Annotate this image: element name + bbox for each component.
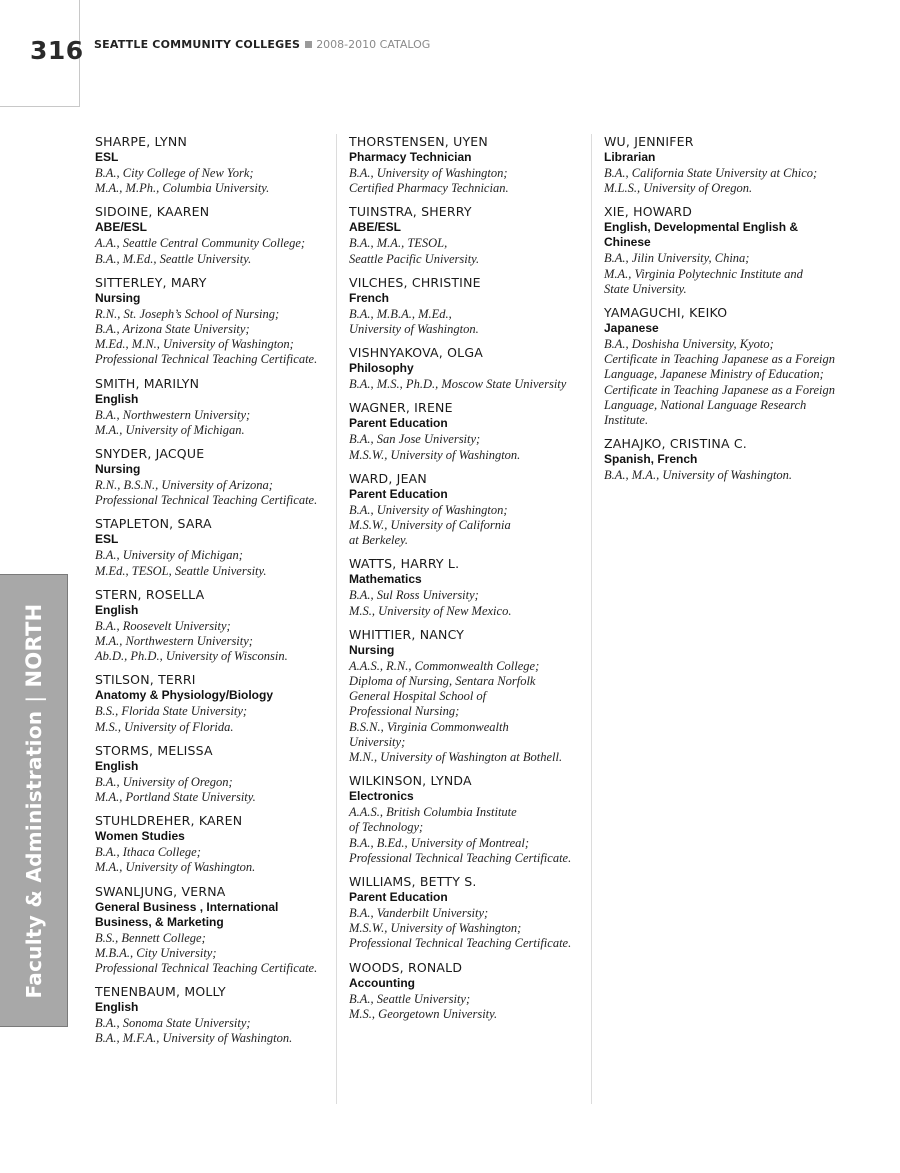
credential-line: M.A., University of Washington. bbox=[95, 860, 256, 875]
credential-line: B.A., Doshisha University, Kyoto; bbox=[604, 337, 774, 352]
faculty-department: ABE/ESL bbox=[349, 220, 402, 235]
faculty-name: XIE, HOWARD bbox=[604, 204, 693, 220]
faculty-department: Parent Education bbox=[349, 890, 448, 905]
faculty-department: General Business , International bbox=[95, 899, 279, 914]
credential-line: B.A., University of Oregon; bbox=[95, 774, 233, 789]
faculty-entry bbox=[95, 984, 335, 1046]
credential-line: M.S.W., University of Washington; bbox=[349, 921, 522, 936]
credential-line: R.N., St. Joseph’s School of Nursing; bbox=[95, 306, 280, 321]
credential-line: University of Washington. bbox=[349, 322, 479, 337]
faculty-name: VILCHES, CHRISTINE bbox=[349, 274, 481, 290]
credential-line: M.A., Portland State University. bbox=[95, 790, 256, 805]
faculty-name: VISHNYAKOVA, OLGA bbox=[349, 345, 483, 361]
faculty-entry bbox=[349, 874, 589, 952]
faculty-name: WILKINSON, LYNDA bbox=[349, 773, 472, 789]
faculty-name: STAPLETON, SARA bbox=[95, 516, 212, 532]
credential-line: M.S.W., University of California bbox=[349, 518, 511, 533]
faculty-department: Accounting bbox=[349, 975, 415, 990]
faculty-entry bbox=[349, 134, 589, 196]
page-number: 316 bbox=[30, 36, 84, 65]
credential-line: B.A., Sonoma State University; bbox=[95, 1016, 251, 1031]
faculty-name: SMITH, MARILYN bbox=[95, 375, 200, 391]
faculty-credentials bbox=[349, 659, 589, 765]
faculty-entry bbox=[349, 275, 589, 337]
credential-line: B.A., M.S., Ph.D., Moscow State University bbox=[349, 377, 567, 392]
credential-line: Institute. bbox=[604, 413, 649, 428]
credential-line: M.S., Georgetown University. bbox=[349, 1006, 498, 1021]
faculty-department: English bbox=[95, 602, 139, 617]
faculty-name: STERN, ROSELLA bbox=[95, 586, 205, 602]
credential-line: Professional Technical Teaching Certificate. bbox=[95, 961, 318, 976]
faculty-entry bbox=[349, 345, 589, 392]
page-number-box bbox=[0, 0, 84, 107]
section-title: Faculty & Administration bbox=[22, 710, 46, 999]
faculty-entry bbox=[95, 884, 335, 977]
faculty-name: WATTS, HARRY L. bbox=[349, 556, 460, 572]
credential-line: Certificate in Teaching Japanese as a Foreign bbox=[604, 352, 835, 367]
credential-line: Ab.D., Ph.D., University of Wisconsin. bbox=[95, 649, 288, 664]
credential-line: Professional Technical Teaching Certificate. bbox=[349, 850, 572, 865]
faculty-name: SNYDER, JACQUE bbox=[95, 446, 205, 462]
faculty-credentials bbox=[349, 992, 589, 1022]
credential-line: B.S.N., Virginia Commonwealth bbox=[349, 719, 509, 734]
running-header bbox=[94, 38, 430, 51]
faculty-department: Japanese bbox=[604, 321, 659, 336]
faculty-name: WU, JENNIFER bbox=[604, 134, 694, 149]
faculty-credentials bbox=[349, 432, 589, 462]
faculty-credentials bbox=[604, 468, 844, 483]
credential-line: Language, Japanese Ministry of Education; bbox=[604, 367, 824, 382]
faculty-entry bbox=[95, 376, 335, 438]
credential-line: B.A., Northwestern University; bbox=[95, 407, 251, 422]
credential-line: B.A., Jilin University, China; bbox=[604, 251, 750, 266]
credential-line: B.A., M.A., TESOL, bbox=[349, 236, 448, 251]
credential-line: B.S., Bennett College; bbox=[95, 930, 206, 945]
faculty-department: Pharmacy Technician bbox=[349, 150, 472, 164]
credential-line: Seattle Pacific University. bbox=[349, 251, 480, 266]
faculty-entry bbox=[349, 773, 589, 866]
faculty-credentials bbox=[95, 166, 335, 196]
faculty-entry bbox=[95, 743, 335, 805]
faculty-entry bbox=[95, 204, 335, 266]
credential-line: Professional Nursing; bbox=[349, 704, 460, 719]
campus-region: NORTH bbox=[22, 603, 46, 688]
faculty-department: Nursing bbox=[95, 290, 141, 305]
faculty-credentials bbox=[349, 805, 589, 866]
credential-line: B.A., University of Washington; bbox=[349, 166, 508, 180]
faculty-entry bbox=[604, 204, 844, 297]
credential-line: B.A., University of Michigan; bbox=[95, 548, 243, 563]
credential-line: B.A., M.B.A., M.Ed., bbox=[349, 306, 452, 321]
faculty-department: Parent Education bbox=[349, 486, 448, 501]
faculty-entry bbox=[349, 556, 589, 618]
faculty-entry bbox=[349, 627, 589, 765]
column-divider bbox=[591, 134, 592, 1104]
faculty-entry bbox=[95, 446, 335, 508]
faculty-entry bbox=[95, 672, 335, 734]
faculty-entry bbox=[349, 204, 589, 266]
faculty-entry bbox=[95, 587, 335, 665]
faculty-column-3 bbox=[604, 134, 844, 491]
faculty-name: TUINSTRA, SHERRY bbox=[349, 204, 472, 220]
faculty-credentials bbox=[349, 236, 589, 266]
faculty-credentials bbox=[95, 408, 335, 438]
credential-line: B.A., Seattle University; bbox=[349, 991, 471, 1006]
credential-line: M.Ed., M.N., University of Washington; bbox=[95, 337, 294, 352]
faculty-name: WOODS, RONALD bbox=[349, 959, 463, 975]
column-divider bbox=[336, 134, 337, 1104]
faculty-name: WARD, JEAN bbox=[349, 470, 427, 486]
faculty-credentials bbox=[95, 548, 335, 578]
faculty-credentials bbox=[95, 704, 335, 734]
faculty-department: ESL bbox=[95, 150, 119, 164]
faculty-name: STILSON, TERRI bbox=[95, 672, 196, 688]
faculty-credentials bbox=[95, 931, 335, 977]
faculty-department: Anatomy & Physiology/Biology bbox=[95, 688, 274, 703]
faculty-department: French bbox=[349, 290, 390, 305]
faculty-entry bbox=[349, 471, 589, 549]
faculty-department: English bbox=[95, 391, 139, 406]
faculty-name: SIDOINE, KAAREN bbox=[95, 204, 210, 220]
faculty-credentials bbox=[95, 307, 335, 368]
faculty-name: WILLIAMS, BETTY S. bbox=[349, 874, 477, 890]
faculty-department: English bbox=[95, 1000, 139, 1015]
faculty-entry bbox=[95, 275, 335, 368]
faculty-credentials bbox=[95, 845, 335, 875]
faculty-credentials bbox=[349, 588, 589, 618]
faculty-name: WAGNER, IRENE bbox=[349, 400, 453, 416]
credential-line: B.A., California State University at Chico; bbox=[604, 166, 818, 180]
credential-line: M.A., M.Ph., Columbia University. bbox=[95, 181, 270, 196]
faculty-entry bbox=[349, 960, 589, 1022]
credential-line: M.S., University of Florida. bbox=[95, 719, 234, 734]
credential-line: A.A.S., British Columbia Institute bbox=[349, 805, 517, 820]
faculty-name: YAMAGUCHI, KEIKO bbox=[604, 305, 728, 321]
credential-line: B.A., San Jose University; bbox=[349, 432, 481, 447]
faculty-credentials bbox=[349, 906, 589, 952]
section-side-tab bbox=[0, 574, 68, 1027]
catalog-years: 2008-2010 CATALOG bbox=[316, 38, 431, 51]
faculty-credentials bbox=[95, 775, 335, 805]
credential-line: R.N., B.S.N., University of Arizona; bbox=[95, 478, 273, 493]
faculty-department: English, Developmental English & Chinese bbox=[604, 220, 799, 250]
credential-line: State University. bbox=[604, 281, 687, 296]
faculty-entry bbox=[95, 134, 335, 196]
credential-line: A.A.S., R.N., Commonwealth College; bbox=[349, 658, 540, 673]
faculty-credentials bbox=[349, 166, 589, 196]
credential-line: Certificate in Teaching Japanese as a Foreign bbox=[604, 382, 835, 397]
credential-line: B.A., University of Washington; bbox=[349, 502, 508, 517]
faculty-department: Spanish, French bbox=[604, 452, 698, 467]
faculty-name: SHARPE, LYNN bbox=[95, 134, 187, 149]
faculty-credentials bbox=[349, 307, 589, 337]
faculty-name: SITTERLEY, MARY bbox=[95, 274, 207, 290]
credential-line: B.A., M.F.A., University of Washington. bbox=[95, 1031, 293, 1046]
faculty-department: English bbox=[95, 758, 139, 773]
faculty-entry bbox=[95, 516, 335, 578]
credential-line: B.A., Vanderbilt University; bbox=[349, 906, 489, 921]
credential-line: B.S., Florida State University; bbox=[95, 704, 248, 719]
credential-line: M.A., Virginia Polytechnic Institute and bbox=[604, 266, 803, 281]
faculty-name: THORSTENSEN, UYEN bbox=[349, 134, 488, 149]
faculty-department: Nursing bbox=[349, 642, 395, 657]
faculty-entry bbox=[604, 134, 844, 196]
faculty-credentials bbox=[95, 619, 335, 665]
credential-line: Professional Technical Teaching Certificate. bbox=[95, 352, 318, 367]
credential-line: B.A., B.Ed., University of Montreal; bbox=[349, 835, 530, 850]
faculty-credentials bbox=[604, 166, 844, 196]
credential-line: at Berkeley. bbox=[349, 533, 408, 548]
credential-line: M.N., University of Washington at Bothell. bbox=[349, 750, 563, 765]
faculty-department: Women Studies bbox=[95, 829, 185, 844]
faculty-credentials bbox=[604, 337, 844, 428]
faculty-name: WHITTIER, NANCY bbox=[349, 626, 465, 642]
credential-line: B.A., City College of New York; bbox=[95, 166, 254, 180]
faculty-credentials bbox=[95, 236, 335, 266]
credential-line: M.S., University of New Mexico. bbox=[349, 603, 512, 618]
credential-line: General Hospital School of bbox=[349, 689, 487, 704]
faculty-department: ESL bbox=[95, 532, 119, 547]
credential-line: of Technology; bbox=[349, 820, 424, 835]
credential-line: M.Ed., TESOL, Seattle University. bbox=[95, 563, 267, 578]
faculty-department: ABE/ESL bbox=[95, 220, 148, 235]
faculty-name: ZAHAJKO, CRISTINA C. bbox=[604, 436, 747, 452]
faculty-credentials bbox=[604, 251, 844, 297]
credential-line: B.A., Arizona State University; bbox=[95, 322, 250, 337]
credential-line: B.A., Roosevelt University; bbox=[95, 618, 231, 633]
credential-line: A.A., Seattle Central Community College; bbox=[95, 236, 306, 251]
faculty-credentials bbox=[349, 503, 589, 549]
faculty-department: Parent Education bbox=[349, 416, 448, 431]
faculty-column-2 bbox=[349, 134, 589, 1030]
faculty-entry bbox=[349, 400, 589, 462]
credential-line: M.L.S., University of Oregon. bbox=[604, 181, 753, 196]
credential-line: Professional Technical Teaching Certificate. bbox=[95, 493, 318, 508]
faculty-department: Philosophy bbox=[349, 361, 414, 376]
side-tab-separator: | bbox=[22, 695, 46, 703]
credential-line: B.A., M.Ed., Seattle University. bbox=[95, 251, 252, 266]
credential-line: Diploma of Nursing, Sentara Norfolk bbox=[349, 674, 536, 689]
faculty-entry bbox=[604, 436, 844, 483]
credential-line: M.A., University of Michigan. bbox=[95, 422, 245, 437]
faculty-column-1 bbox=[95, 134, 335, 1055]
faculty-department: Electronics bbox=[349, 789, 414, 804]
credential-line: B.A., M.A., University of Washington. bbox=[604, 468, 793, 483]
credential-line: Professional Technical Teaching Certificate. bbox=[349, 936, 572, 951]
faculty-department: Nursing bbox=[95, 462, 141, 477]
faculty-entry bbox=[95, 813, 335, 875]
college-name: SEATTLE COMMUNITY COLLEGES bbox=[94, 38, 301, 51]
faculty-department: Business, & Marketing bbox=[95, 914, 224, 929]
credential-line: M.B.A., City University; bbox=[95, 945, 217, 960]
faculty-name: SWANLJUNG, VERNA bbox=[95, 883, 226, 899]
square-bullet-icon bbox=[305, 41, 312, 48]
faculty-department: Mathematics bbox=[349, 572, 422, 587]
faculty-credentials bbox=[95, 1016, 335, 1046]
faculty-name: STUHLDREHER, KAREN bbox=[95, 813, 243, 829]
side-tab-label bbox=[22, 603, 46, 998]
credential-line: B.A., Ithaca College; bbox=[95, 845, 201, 860]
faculty-name: STORMS, MELISSA bbox=[95, 742, 213, 758]
credential-line: University; bbox=[349, 734, 406, 749]
credential-line: Language, National Language Research bbox=[604, 397, 807, 412]
faculty-credentials bbox=[349, 377, 589, 392]
faculty-name: TENENBAUM, MOLLY bbox=[95, 984, 226, 1000]
faculty-credentials bbox=[95, 478, 335, 508]
credential-line: M.S.W., University of Washington. bbox=[349, 447, 521, 462]
faculty-department: Librarian bbox=[604, 150, 656, 164]
credential-line: M.A., Northwestern University; bbox=[95, 634, 253, 649]
credential-line: Certified Pharmacy Technician. bbox=[349, 181, 509, 196]
faculty-entry bbox=[604, 305, 844, 428]
credential-line: B.A., Sul Ross University; bbox=[349, 588, 479, 603]
